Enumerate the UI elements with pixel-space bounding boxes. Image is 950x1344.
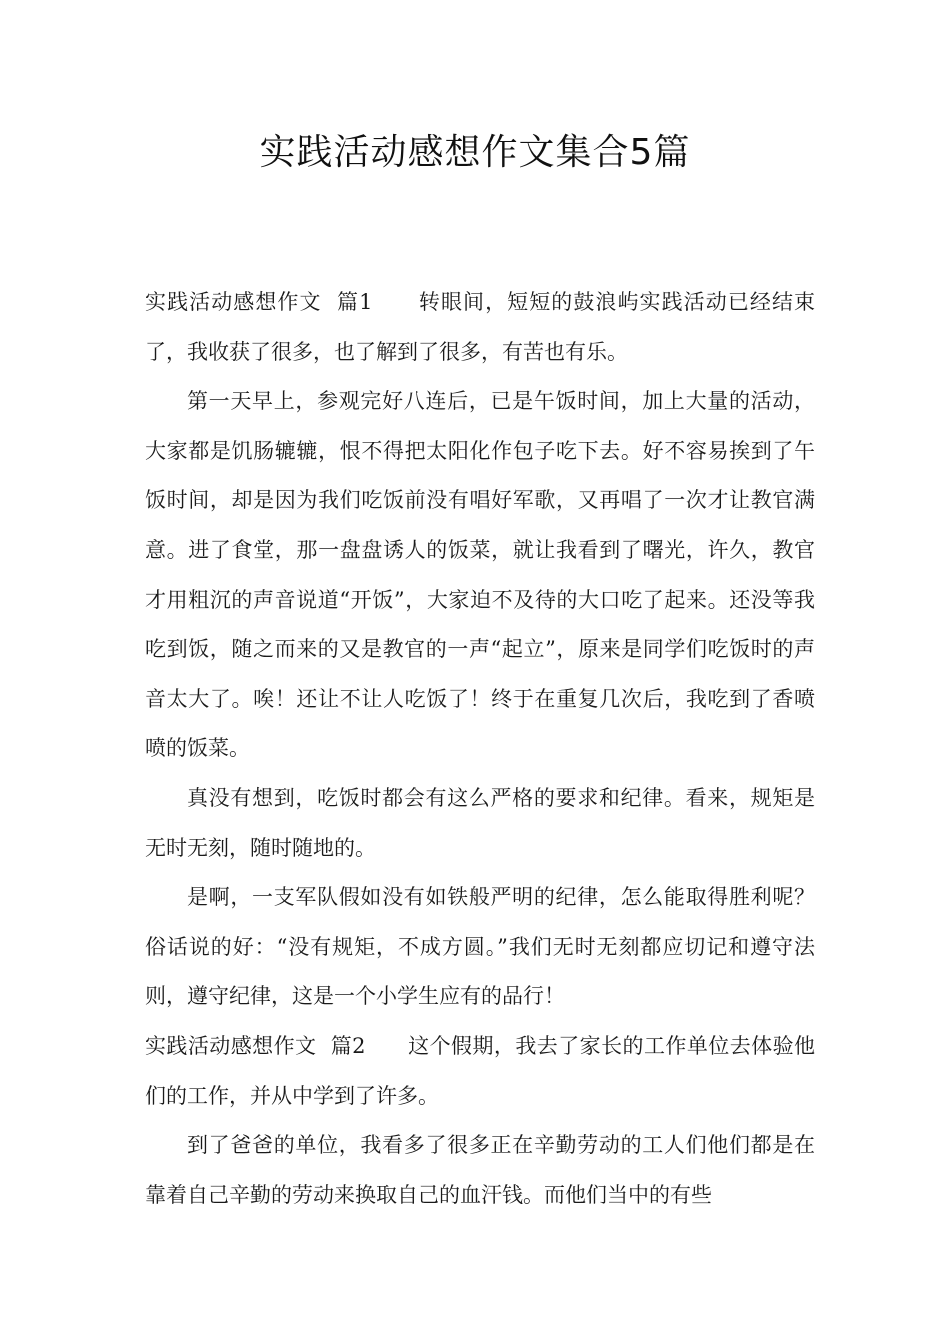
paragraph-text: 到了爸爸的单位，我看多了很多正在辛勤劳动的工人们他们都是在靠着自己辛勤的劳动来换取自己的血汗钱。而他们当中的有些: [145, 1133, 815, 1207]
section-heading: 实践活动感想作文 篇2: [145, 1033, 409, 1058]
paragraph: [145, 1022, 815, 1121]
document-body: [145, 278, 815, 1220]
paragraph-text: 真没有想到，吃饭时都会有这么严格的要求和纪律。看来，规矩是无时无刻，随时随地的。: [145, 785, 815, 860]
paragraph-text: 这个假期，我去了家长的工作单位去体验他们的工作，并从中学到了许多。: [145, 1033, 816, 1108]
paragraph: [145, 278, 815, 377]
paragraph-text: 转眼间，短短的鼓浪屿实践活动已经结束了，我收获了很多，也了解到了很多，有苦也有乐。: [145, 290, 816, 364]
paragraph: [145, 774, 815, 873]
document-title: 实践活动感想作文集合5篇: [259, 132, 691, 173]
paragraph: [145, 1121, 815, 1220]
paragraph-text: 是啊，一支军队假如没有如铁般严明的纪律，怎么能取得胜利呢？俗话说的好：“没有规矩，不成方圆。”我们无时无刻都应切记和遵守法则，遵守纪律，这是一个小学生应有的品行！: [145, 885, 815, 1009]
section-heading: 实践活动感想作文 篇1: [145, 290, 419, 314]
paragraph: [145, 377, 815, 774]
paragraph-text: 第一天早上，参观完好八连后，已是午饭时间，加上大量的活动，大家都是饥肠辘辘，恨不得把太阳化作包子吃下去。好不容易挨到了午饭时间，却是因为我们吃饭前没有唱好军歌，又再唱了一次才让教官满意。进了食堂，那一盘盘诱人的饭菜，就让我看到了曙光，许久，教官才用粗沉的声音说道“开饭”，大家迫不及待的大口吃了起来。还没等我吃到饭，随之而来的又是教官的一声“起立”，原来是同学们吃饭时的声音太大了。唉！还让不让人吃饭了！终于在重复几次后，我吃到了香喷喷的饭菜。: [145, 389, 815, 761]
paragraph: [145, 873, 815, 1022]
